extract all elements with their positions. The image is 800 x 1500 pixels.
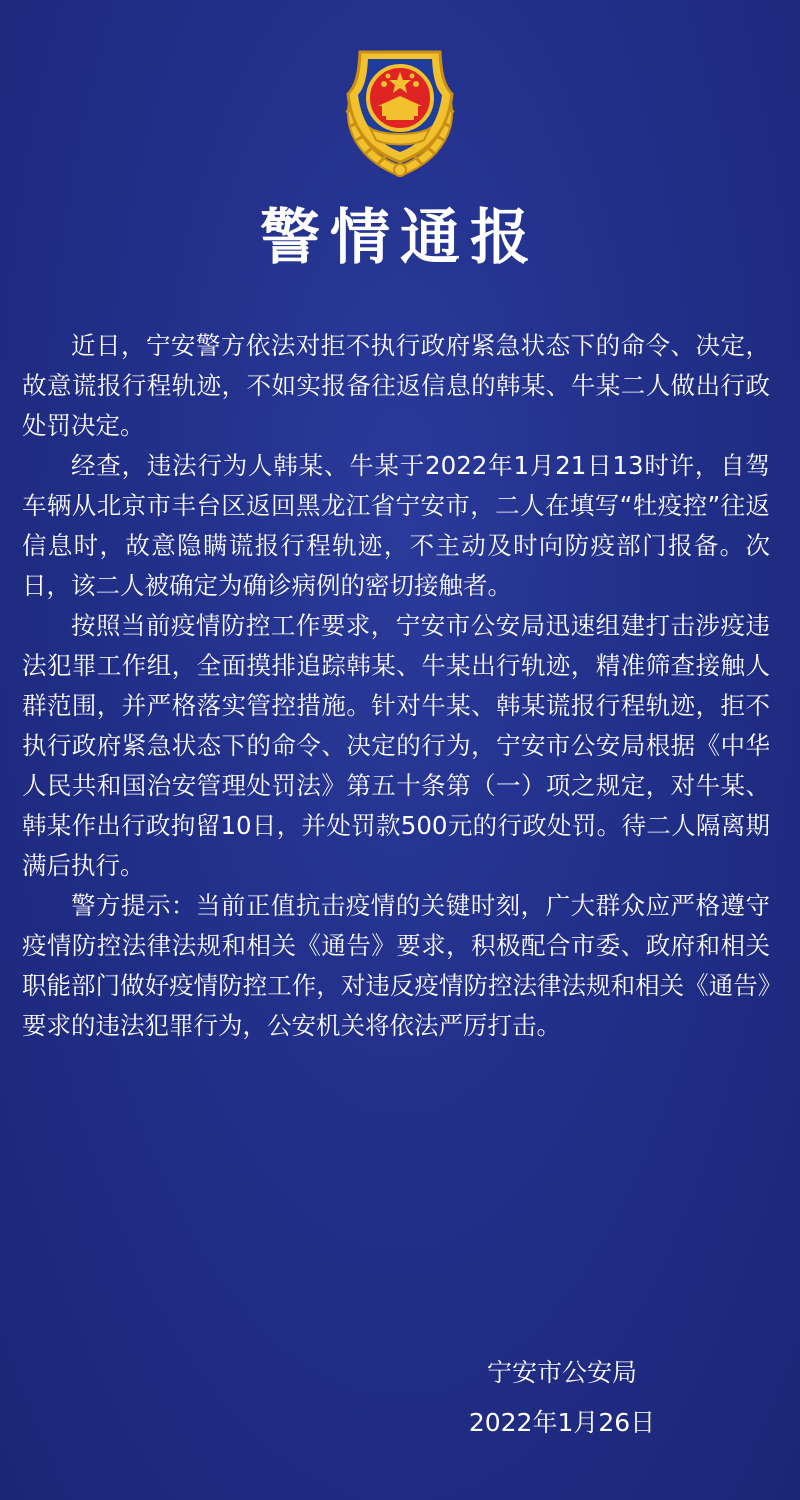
page-title: 警情通报 <box>260 203 540 273</box>
issue-date: 2022年1月26日 <box>468 1408 656 1437</box>
paragraph: 按照当前疫情防控工作要求，宁安市公安局迅速组建打击涉疫违法犯罪工作组，全面摸排追踪韩某、牛某出行轨迹，精准筛查接触人群范围，并严格落实管控措施。针对牛某、韩某谎报行程轨迹，拒不执行政府紧急状态下的命令、决定的行为，宁安市公安局根据《中华人民共和国治安管理处罚法》第五十条第（一）项之规定，对牛某、韩某作出行政拘留10日，并处罚款500元的行政处罚。待二人隔离期满后执行。 <box>22 611 770 880</box>
issuer-name: 宁安市公安局 <box>486 1358 637 1387</box>
paragraph: 经查，违法行为人韩某、牛某于2022年1月21日13时许，自驾车辆从北京市丰台区返回黑龙江省宁安市，二人在填写“牡疫控”往返信息时，故意隐瞒谎报行程轨迹，不主动及时向防疫部门报备。次日，该二人被确定为确诊病例的密切接触者。 <box>22 451 770 600</box>
notice-body <box>22 326 770 1046</box>
signature-block <box>452 1348 672 1448</box>
paragraph: 警方提示：当前正值抗击疫情的关键时刻，广大群众应严格遵守疫情防控法律法规和相关《通告》要求，积极配合市委、政府和相关职能部门做好疫情防控工作，对违反疫情防控法律法规和相关《通告》要求的违法犯罪行为，公安机关将依法严厉打击。 <box>22 891 770 1040</box>
paragraph: 近日，宁安警方依法对拒不执行政府紧急状态下的命令、决定，故意谎报行程轨迹，不如实报备往返信息的韩某、牛某二人做出行政处罚决定。 <box>22 331 770 440</box>
police-emblem-icon <box>320 28 480 188</box>
